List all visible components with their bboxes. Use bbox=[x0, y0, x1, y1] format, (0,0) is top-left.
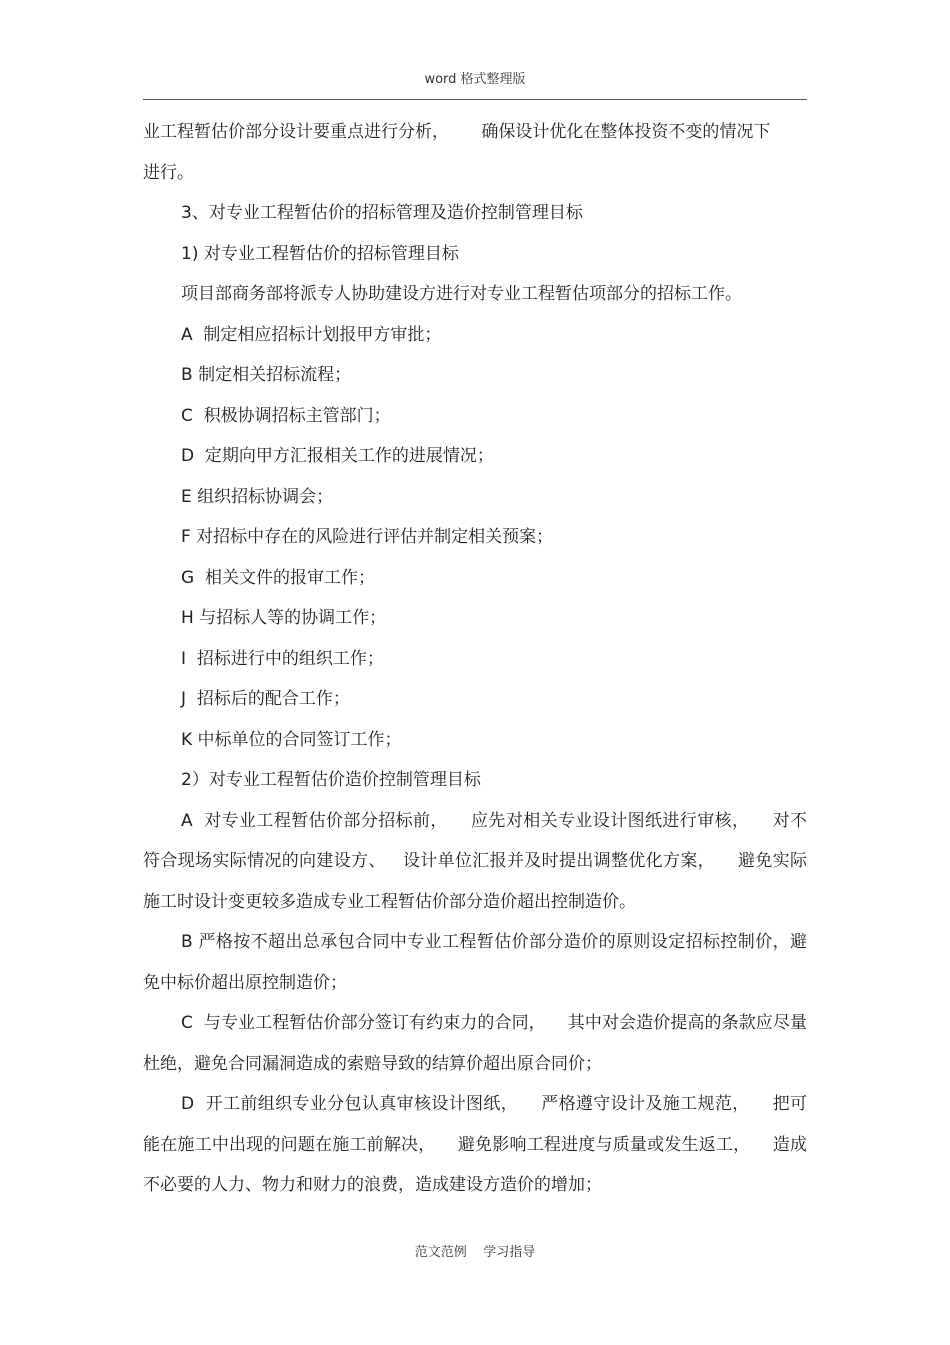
list-item: B 制定相关招标流程； bbox=[181, 365, 352, 385]
paragraph: 项目部商务部将派专人协助建设方进行对专业工程暂估项部分的招标工作。 bbox=[181, 284, 742, 304]
list-item: H 与招标人等的协调工作； bbox=[181, 608, 387, 628]
list-item: G 相关文件的报审工作； bbox=[181, 567, 375, 588]
paragraph: C 与专业工程暂估价部分签订有约束力的合同， 其中对会造价提高的条款应尽量杜绝，避免合同漏洞造成的索赔导致的结算价超出原合同价； bbox=[143, 1013, 807, 1074]
paragraph: 进行。 bbox=[143, 162, 194, 183]
list-item: K 中标单位的合同签订工作； bbox=[181, 729, 402, 750]
page-header: word 格式整理版 bbox=[424, 72, 526, 87]
paragraph: A 对专业工程暂估价部分招标前， 应先对相关专业设计图纸进行审核， 对不符合现场实际情况的向建设方、 设计单位汇报并及时提出调整优化方案， 避免实际施工时设计变更较多造成专业工程暂估价部分造价超出控制造价。 bbox=[143, 810, 807, 912]
section-heading: 3、对专业工程暂估价的招标管理及造价控制管理目标 bbox=[181, 203, 583, 223]
list-item: E 组织招标协调会； bbox=[181, 486, 334, 507]
list-item: A 制定相应招标计划报甲方审批； bbox=[181, 324, 442, 345]
header-divider bbox=[143, 99, 807, 100]
list-item: C 积极协调招标主管部门； bbox=[181, 405, 391, 426]
document-body bbox=[143, 112, 807, 1206]
paragraph: B 严格按不超出总承包合同中专业工程暂估价部分造价的原则设定招标控制价，避免中标价超出原控制造价； bbox=[143, 932, 807, 993]
subsection-heading: 2）对专业工程暂估价造价控制管理目标 bbox=[181, 770, 481, 790]
paragraph: D 开工前组织专业分包认真审核设计图纸， 严格遵守设计及施工规范， 把可能在施工中出现的问题在施工前解决， 避免影响工程进度与质量或发生返工， 造成不必要的人力、物力和财力的浪费，造成建设方造价的增加； bbox=[143, 1094, 807, 1195]
list-item: F 对招标中存在的风险进行评估并制定相关预案； bbox=[181, 527, 554, 547]
paragraph: 业工程暂估价部分设计要重点进行分析， 确保设计优化在整体投资不变的情况下 bbox=[143, 122, 771, 142]
list-item: J 招标后的配合工作； bbox=[181, 689, 350, 709]
page-footer: 范文范例 学习指导 bbox=[414, 1245, 536, 1260]
list-item: D 定期向甲方汇报相关工作的进展情况； bbox=[181, 446, 494, 466]
subsection-heading: 1) 对专业工程暂估价的招标管理目标 bbox=[181, 243, 459, 264]
list-item: I 招标进行中的组织工作； bbox=[181, 648, 384, 669]
